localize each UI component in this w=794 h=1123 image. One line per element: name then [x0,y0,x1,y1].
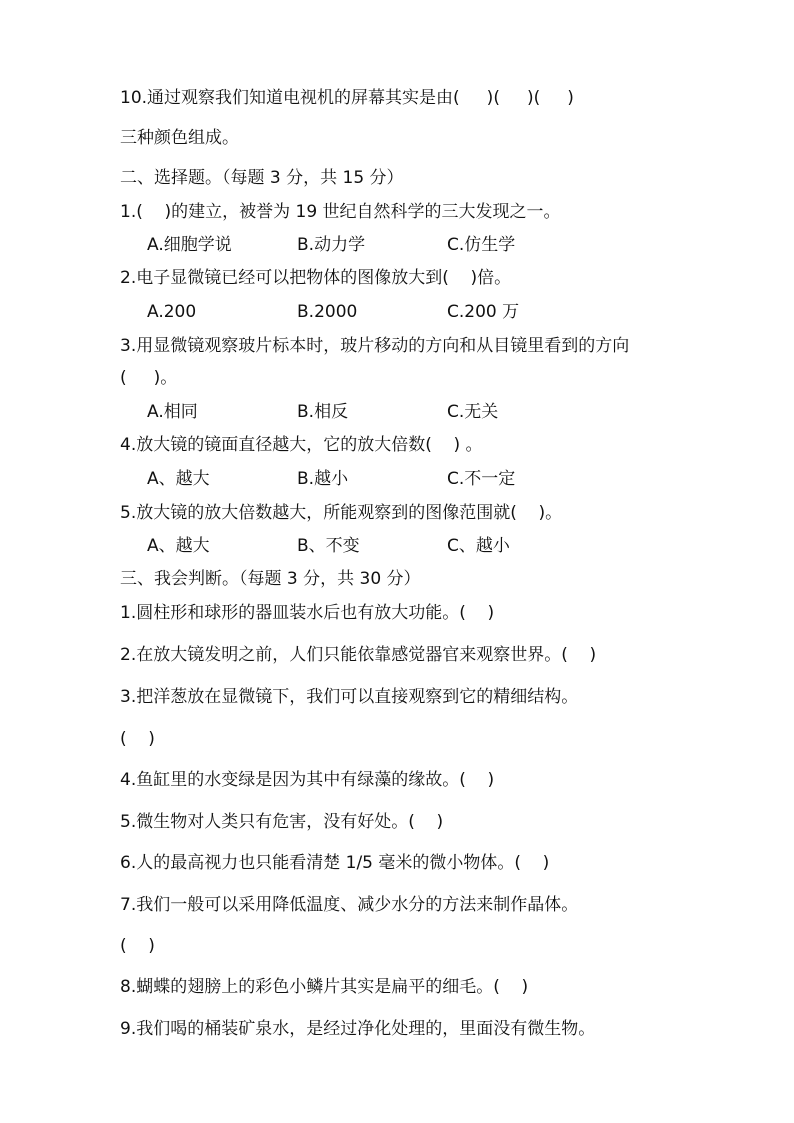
judge-section-heading: 三、我会判断。（每题 3 分，共 30 分） [120,569,421,589]
choice-option: B.2000 [297,302,358,322]
judge-item: ( ) [120,936,155,956]
choice-option: A.200 [147,302,197,322]
choice-q3-stem: 3.用显微镜观察玻片标本时，玻片移动的方向和从目镜里看到的方向 [120,336,630,356]
choice-q2-stem: 2.电子显微镜已经可以把物体的图像放大到( )倍。 [120,268,512,288]
choice-section-heading: 二、选择题。（每题 3 分，共 15 分） [120,168,404,188]
judge-item: 8.蝴蝶的翅膀上的彩色小鳞片其实是扁平的细毛。( ) [120,977,529,997]
judge-item: ( ) [120,729,155,749]
choice-option: B.动力学 [297,235,366,255]
choice-option: B.越小 [297,469,349,489]
choice-option: C.无关 [447,402,499,422]
choice-option: C.仿生学 [447,235,516,255]
choice-q3-stem-cont: ( )。 [120,368,178,388]
choice-option: A、越大 [147,536,210,556]
judge-item: 5.微生物对人类只有危害，没有好处。( ) [120,812,444,832]
judge-item: 9.我们喝的桶装矿泉水，是经过净化处理的，里面没有微生物。 [120,1019,596,1039]
judge-item: 6.人的最高视力也只能看清楚 1/5 毫米的微小物体。( ) [120,853,550,873]
judge-item: 7.我们一般可以采用降低温度、减少水分的方法来制作晶体。 [120,895,579,915]
choice-option: B.相反 [297,402,349,422]
choice-q1-stem: 1.( )的建立，被誉为 19 世纪自然科学的三大发现之一。 [120,202,561,222]
choice-q3-options [147,400,499,424]
choice-option: C、越小 [447,536,510,556]
choice-q5-stem: 5.放大镜的放大倍数越大，所能观察到的图像范围就( )。 [120,503,563,523]
choice-q4-stem: 4.放大镜的镜面直径越大，它的放大倍数( ) 。 [120,435,483,455]
judge-item: 4.鱼缸里的水变绿是因为其中有绿藻的缘故。( ) [120,770,495,790]
choice-q5-options [147,534,510,558]
choice-option: A.细胞学说 [147,235,232,255]
choice-option: C.不一定 [447,469,516,489]
question-10-line1: 10.通过观察我们知道电视机的屏幕其实是由( )( )( ) [120,88,574,108]
choice-option: A.相同 [147,402,198,422]
choice-option: B、不变 [297,536,360,556]
choice-option: A、越大 [147,469,210,489]
choice-q4-options [147,467,516,491]
question-10-line2: 三种颜色组成。 [120,128,239,148]
choice-q1-options [147,233,516,257]
judge-item: 1.圆柱形和球形的器皿装水后也有放大功能。( ) [120,603,495,623]
choice-option: C.200 万 [447,302,520,322]
judge-item: 2.在放大镜发明之前，人们只能依靠感觉器官来观察世界。( ) [120,645,597,665]
choice-q2-options [147,300,520,324]
judge-item: 3.把洋葱放在显微镜下，我们可以直接观察到它的精细结构。 [120,687,579,707]
